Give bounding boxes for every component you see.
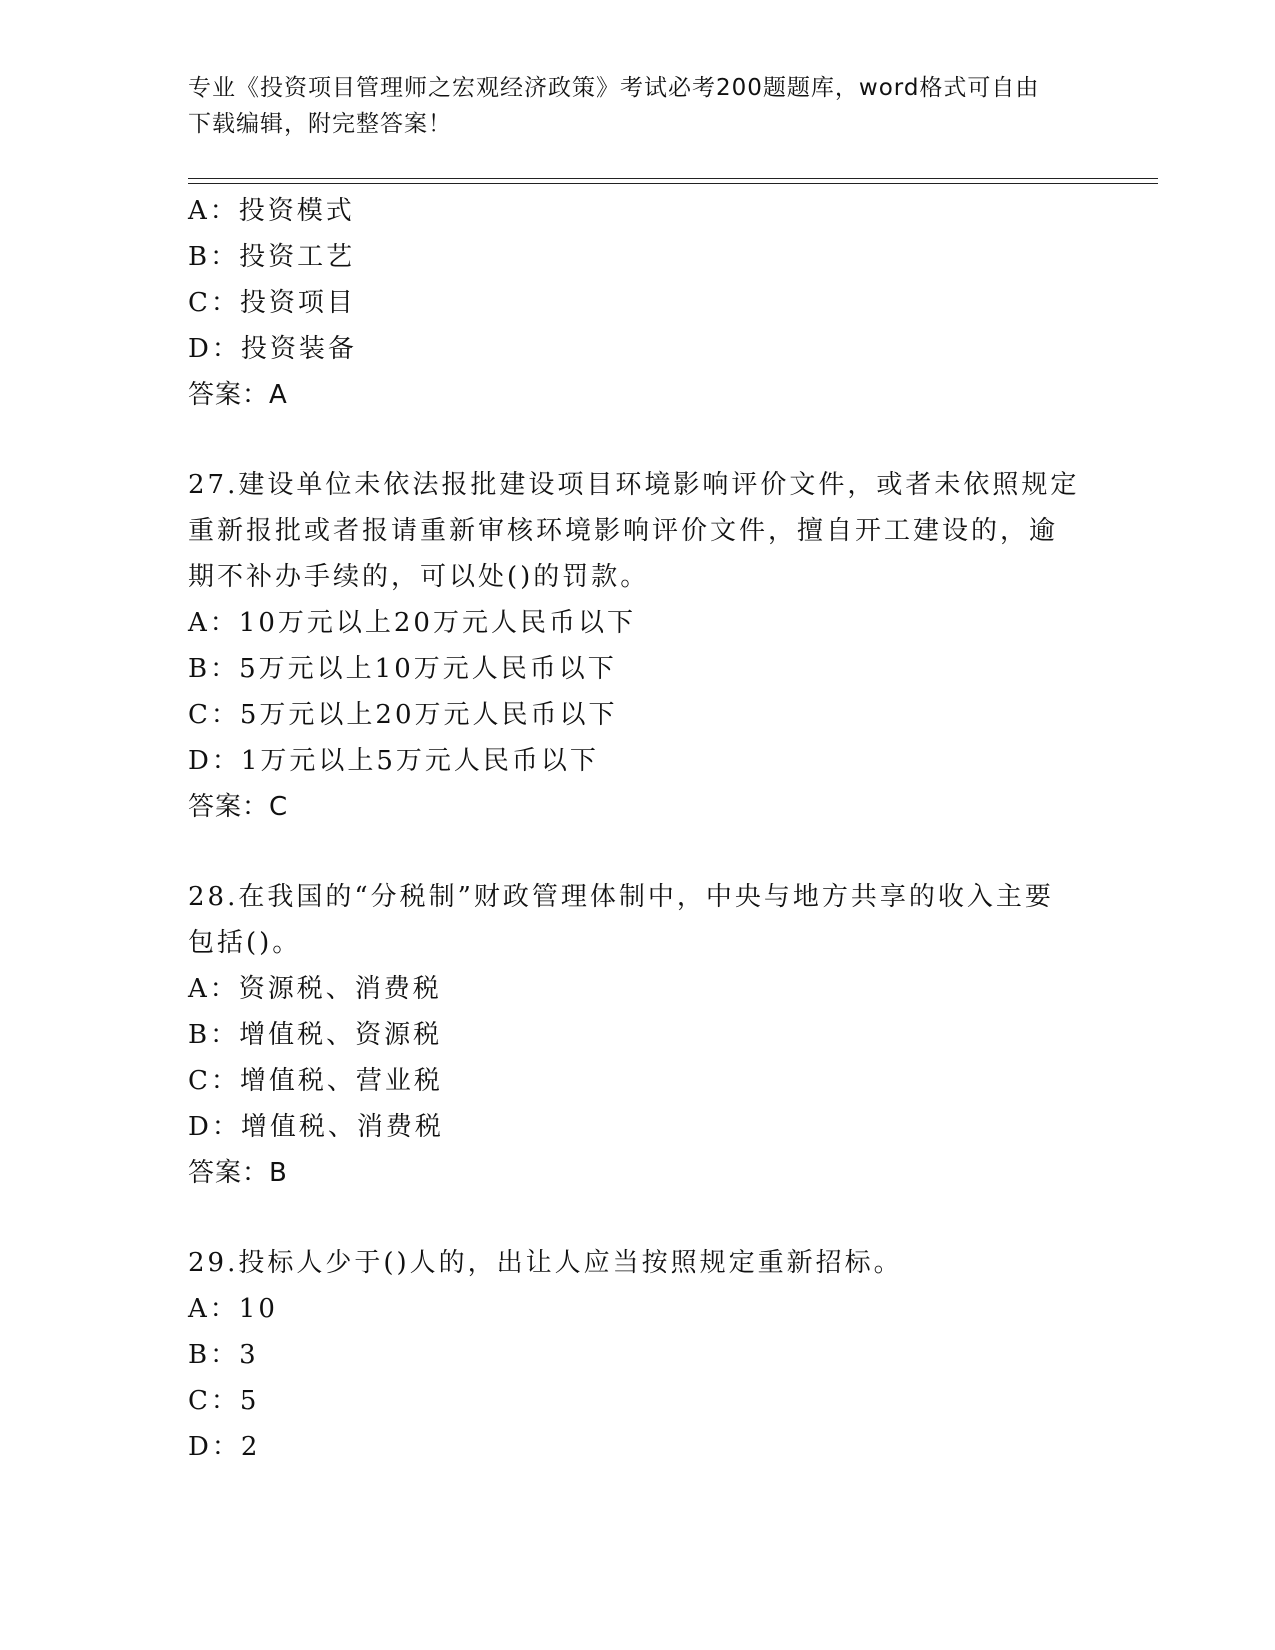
spacer <box>188 1196 1088 1240</box>
header-line-1: 专业《投资项目管理师之宏观经济政策》考试必考200题题库，word格式可自由 <box>188 75 1040 101</box>
question-list <box>188 188 1088 1470</box>
question-text-line: 期不补办手续的，可以处()的罚款。 <box>188 562 650 592</box>
option-c: C：投资项目 <box>188 288 356 318</box>
option-d: D：增值税、消费税 <box>188 1112 444 1142</box>
answer: 答案：C <box>188 792 289 822</box>
option-d: D：2 <box>188 1432 261 1462</box>
option-a: A：10 <box>188 1294 278 1324</box>
option-b: B：5万元以上10万元人民币以下 <box>188 654 617 684</box>
header-line-2: 下载编辑，附完整答案！ <box>188 111 452 137</box>
header-rule-top <box>188 178 1158 179</box>
option-b: B：投资工艺 <box>188 242 356 272</box>
question-text-line: 重新报批或者报请重新审核环境影响评价文件，擅自开工建设的，逾 <box>188 516 1059 546</box>
question-27 <box>188 462 1088 830</box>
document-header <box>188 70 1088 142</box>
question-text-line: 27.建设单位未依法报批建设项目环境影响评价文件，或者未依照规定 <box>188 470 1080 500</box>
option-c: C：增值税、营业税 <box>188 1066 443 1096</box>
spacer <box>188 418 1088 462</box>
question-26 <box>188 188 1088 418</box>
option-a: A：10万元以上20万元人民币以下 <box>188 608 636 638</box>
spacer <box>188 830 1088 874</box>
option-c: C：5 <box>188 1386 260 1416</box>
option-a: A：资源税、消费税 <box>188 974 442 1004</box>
question-text-line: 29.投标人少于()人的，出让人应当按照规定重新招标。 <box>188 1248 903 1278</box>
question-text-line: 包括()。 <box>188 928 302 958</box>
question-text-line: 28.在我国的“分税制”财政管理体制中，中央与地方共享的收入主要 <box>188 882 1054 912</box>
option-a: A：投资模式 <box>188 196 355 226</box>
option-b: B：增值税、资源税 <box>188 1020 443 1050</box>
option-c: C：5万元以上20万元人民币以下 <box>188 700 618 730</box>
answer: 答案：B <box>188 1158 288 1188</box>
header-rule-bottom <box>188 183 1158 184</box>
option-d: D：1万元以上5万元人民币以下 <box>188 746 599 776</box>
option-b: B：3 <box>188 1340 259 1370</box>
question-29 <box>188 1240 1088 1470</box>
option-d: D：投资装备 <box>188 334 357 364</box>
answer: 答案：A <box>188 380 288 410</box>
question-28 <box>188 874 1088 1196</box>
